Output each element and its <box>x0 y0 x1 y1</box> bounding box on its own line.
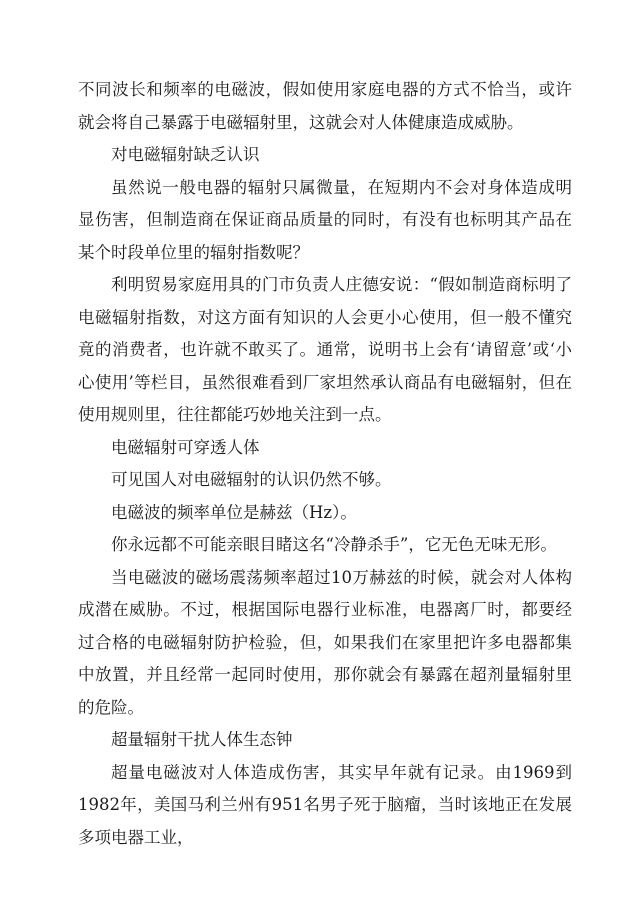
paragraph: 超量电磁波对人体造成伤害，其实早年就有记录。由1969到1982年，美国马利兰州有951名男子死于脑瘤，当时该地正在发展多项电器工业， <box>78 762 572 847</box>
section-heading-awareness: 对电磁辐射缺乏认识 <box>111 145 260 164</box>
paragraph: 虽然说一般电器的辐射只属微量，在短期内不会对身体造成明显伤害，但制造商在保证商品质量的同时，有没有也标明其产品在某个时段单位里的辐射指数呢？ <box>78 177 572 262</box>
section-heading-biological-clock: 超量辐射干扰人体生态钟 <box>111 730 293 749</box>
paragraph: 电磁波的频率单位是赫兹（Hz）。 <box>111 502 357 522</box>
paragraph-continuation: 不同波长和频率的电磁波，假如使用家庭电器的方式不恰当，或许就会将自己暴露于电磁辐射里，这就会对人体健康造成威胁。 <box>78 80 572 132</box>
paragraph: 你永远都不可能亲眼目睹这名“冷静杀手”，它无色无味无形。 <box>111 535 557 554</box>
section-heading-penetration: 电磁辐射可穿透人体 <box>111 437 260 457</box>
paragraph: 可见国人对电磁辐射的认识仍然不够。 <box>111 470 392 489</box>
paragraph: 当电磁波的磁场震荡频率超过10万赫兹的时候，就会对人体构成潜在威胁。不过，根据国际电器行业标准，电器离厂时，都要经过合格的电磁辐射防护检验，但，如果我们在家里把许多电器都集中放置，并且经常一起同时使用，那你就会有暴露在超剂量辐射里的危险。 <box>78 567 572 717</box>
paragraph: 利明贸易家庭用具的门市负责人庄德安说：“假如制造商标明了电磁辐射指数，对这方面有知识的人会更小心使用，但一般不懂究竟的消费者，也许就不敢买了。通常，说明书上会有‘请留意’或‘小心使用’等栏目，虽然很难看到厂家坦然承认商品有电磁辐射，但在使用规则里，往往都能巧妙地关注到一点。 <box>78 275 572 424</box>
body-text <box>78 74 572 854</box>
